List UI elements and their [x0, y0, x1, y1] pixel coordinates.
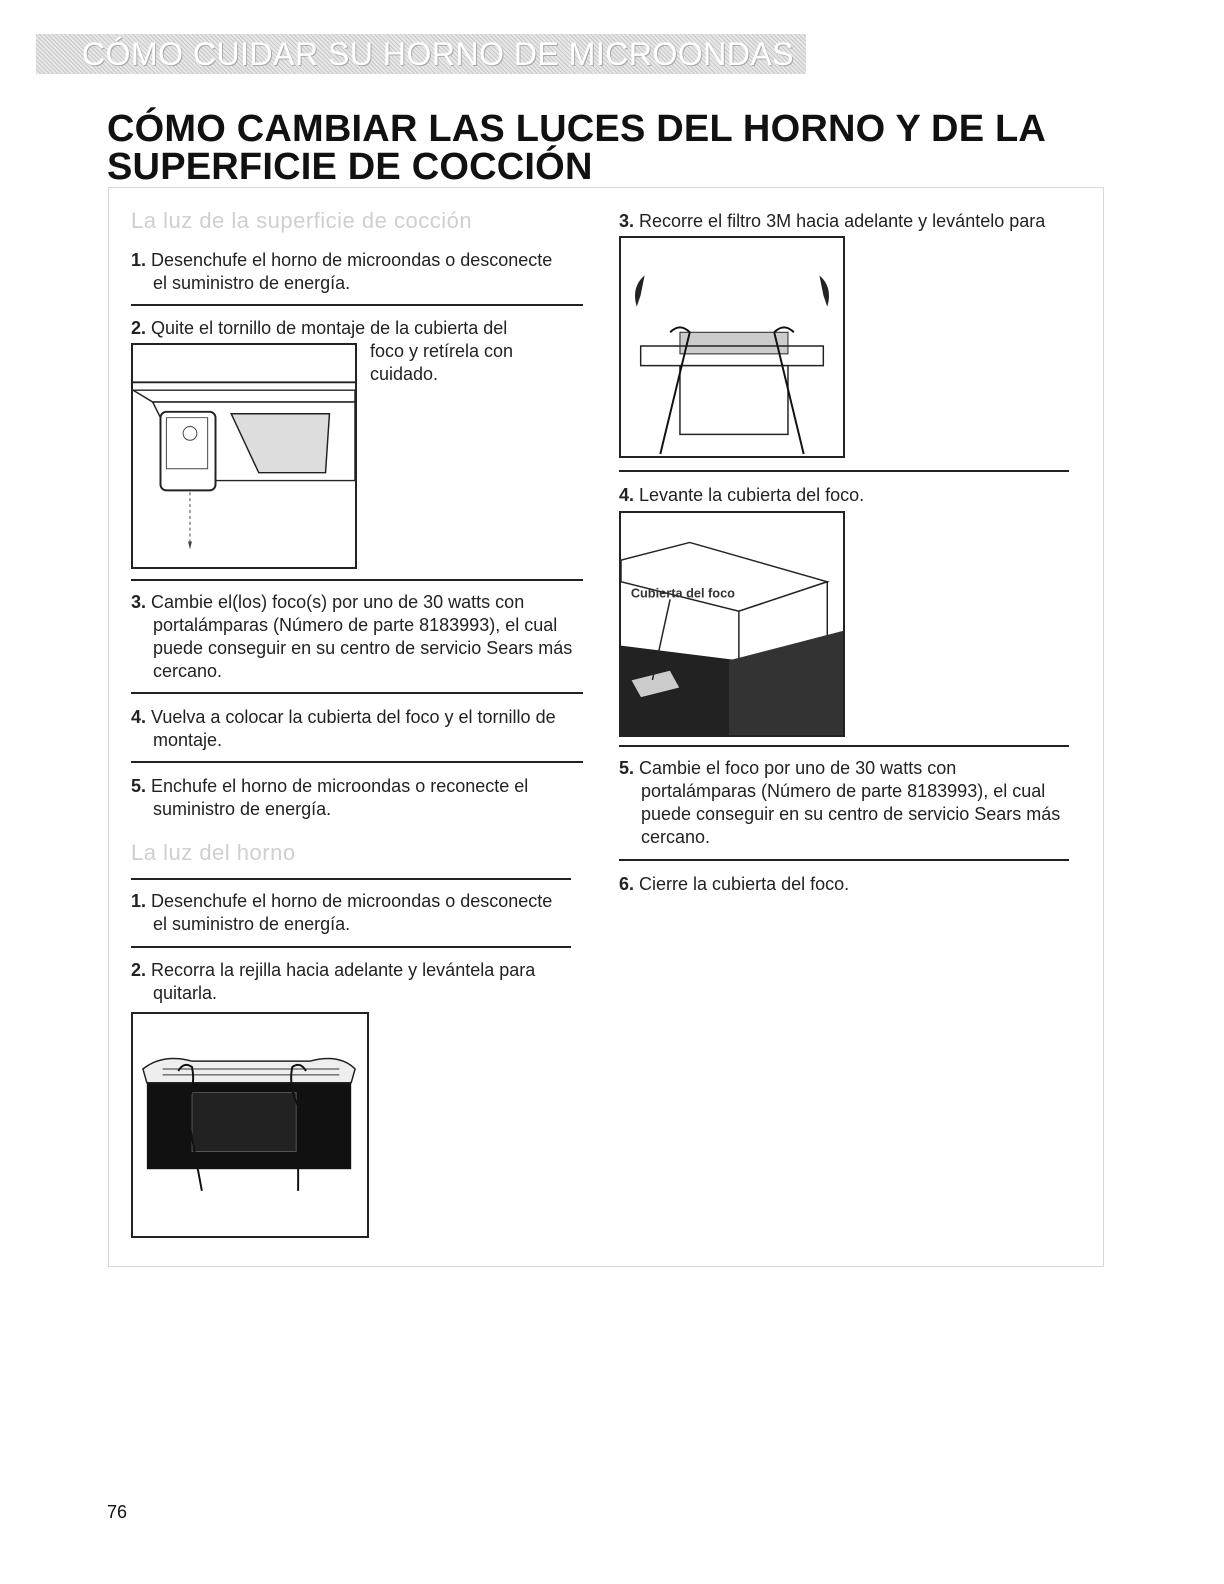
section-banner: CÓMO CUIDAR SU HORNO DE MICROONDAS — [36, 34, 806, 74]
divider — [131, 761, 583, 763]
bulb-cover-label: Cubierta del foco — [630, 585, 735, 601]
cooktop-step-1: 1. Desenchufe el horno de microondas o desconecte el suministro de energía. — [131, 250, 553, 293]
oven-step-5: 5. Cambie el foco por uno de 30 watts con portalámparas (Número de parte 8183993), el cual puede conseguir en su centro de servicio Sears más cercano. — [619, 758, 1061, 847]
page-title: CÓMO CAMBIAR LAS LUCES DEL HORNO Y DE LA SUPERFICIE DE COCCIÓN — [107, 108, 1045, 188]
page-number: 76 — [107, 1502, 128, 1522]
oven-step-6: 6. Cierre la cubierta del foco. — [619, 874, 850, 894]
cooktop-step-3: 3. Cambie el(los) foco(s) por uno de 30 watts con portalámparas (Número de parte 8183993), el cual puede conseguir en su centro de servicio Sears más cercano. — [131, 592, 573, 681]
light-cover-illustration — [133, 345, 355, 567]
bulb-cover-figure — [619, 511, 845, 737]
divider — [131, 304, 583, 306]
cooktop-step-5: 5. Enchufe el horno de microondas o reconecte el suministro de energía. — [131, 776, 529, 819]
oven-light-heading: La luz del horno — [131, 840, 296, 865]
divider — [131, 946, 571, 948]
oven-step-3: 3. Recorre el filtro 3M hacia adelante y levántelo para — [619, 211, 1046, 231]
oven-step-4: 4. Levante la cubierta del foco. — [619, 485, 865, 505]
cooktop-light-heading: La luz de la superficie de cocción — [131, 208, 473, 233]
filter-removal-illustration — [621, 238, 843, 456]
divider — [619, 745, 1069, 747]
bulb-cover-illustration — [621, 513, 843, 735]
oven-step-1: 1. Desenchufe el horno de microondas o desconecte el suministro de energía. — [131, 891, 553, 934]
grille-removal-figure — [131, 1012, 369, 1238]
cooktop-step-2-cont: foco y retírela con cuidado. — [370, 341, 514, 384]
divider — [131, 692, 583, 694]
divider — [619, 470, 1069, 472]
divider — [131, 579, 583, 581]
divider — [131, 878, 571, 880]
filter-removal-figure — [619, 236, 845, 458]
light-cover-figure — [131, 343, 357, 569]
cooktop-step-4: 4. Vuelva a colocar la cubierta del foco y el tornillo de montaje. — [131, 707, 556, 750]
oven-step-2: 2. Recorra la rejilla hacia adelante y levántela para quitarla. — [131, 960, 536, 1003]
cooktop-step-2: 2. Quite el tornillo de montaje de la cubierta del — [131, 318, 508, 338]
divider — [619, 859, 1069, 861]
grille-removal-illustration — [133, 1014, 367, 1236]
